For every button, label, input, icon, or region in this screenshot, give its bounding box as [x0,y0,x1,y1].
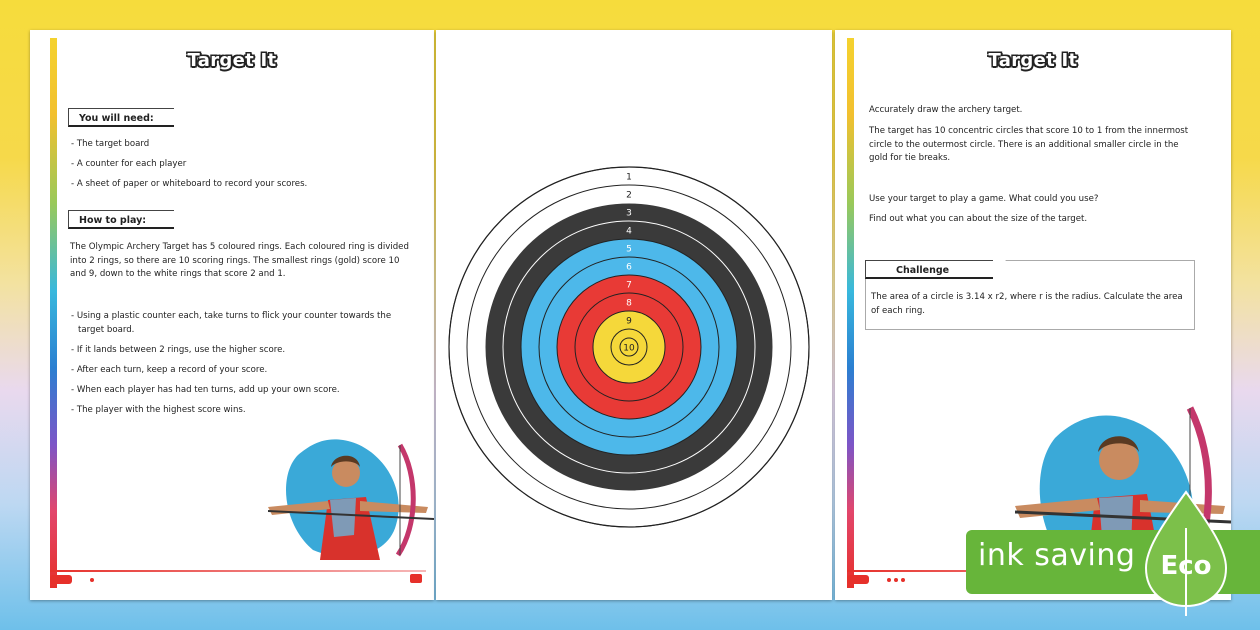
instruction-3: Use your target to play a game. What could you use? [869,194,1099,204]
list-item: - Using a plastic counter each, take turns to flick your counter towards the target board. [70,310,415,337]
ring-number-6: 6 [626,262,632,273]
ring-number-10: 10 [623,343,635,354]
list-item: - The player with the highest score wins. [70,404,415,418]
ring-number-1: 1 [626,172,632,183]
footer-mark [410,574,422,583]
ring-number-9: 9 [626,316,632,327]
color-strip [50,38,57,588]
list-item: - The target board [70,138,410,152]
list-item: - When each player has had ten turns, add up your own score. [70,384,415,398]
need-list [70,138,410,198]
ring-number-7: 7 [626,280,632,291]
ring-number-5: 5 [626,244,632,255]
need-label: You will need: [68,108,174,127]
ink-saving-badge [966,530,1260,594]
page-indicator [90,578,94,582]
list-item: - A counter for each player [70,158,410,172]
intro-text: The Olympic Archery Target has 5 coloured rings. Each coloured ring is divided into 2 rings, so there are 10 scoring rings. The smallest rings (gold) score 10 and 9, down to the white rings that score 2 and 1. [70,242,409,279]
challenge-box [865,260,1195,330]
instruction-1: Accurately draw the archery target. [869,105,1023,115]
steps-list [70,310,415,424]
brand-logo [847,575,869,584]
page-footer [50,570,426,586]
archery-target [436,30,832,600]
challenge-label: Challenge [865,260,993,279]
list-item: - After each turn, keep a record of your score. [70,364,415,378]
list-item: - If it lands between 2 rings, use the higher score. [70,344,415,358]
ring-number-8: 8 [626,298,632,309]
archer-illustration [268,415,434,560]
ring-number-2: 2 [626,190,632,201]
list-item: - A sheet of paper or whiteboard to record your scores. [70,178,410,192]
page-title: Target It [988,50,1078,71]
color-strip [847,38,854,588]
eco-leaf-label: Eco [1160,551,1212,581]
left-page [30,30,434,600]
instruction-4: Find out what you can about the size of the target. [869,214,1088,224]
play-label: How to play: [68,210,174,229]
ring-number-3: 3 [626,208,632,219]
ink-saving-text: ink saving [978,538,1136,573]
page-indicator [901,578,905,582]
page-title: Target It [187,50,277,71]
target-page [436,30,832,600]
challenge-text: The area of a circle is 3.14 x r2, where r is the radius. Calculate the area of each ring. [871,292,1183,316]
brand-logo [50,575,72,584]
instruction-2: The target has 10 concentric circles that score 10 to 1 from the innermost circle to the outermost circle. There is an additional smaller circle in the gold for tie breaks. [869,126,1189,163]
eco-leaf-icon [1142,488,1230,616]
ring-number-4: 4 [626,226,632,237]
